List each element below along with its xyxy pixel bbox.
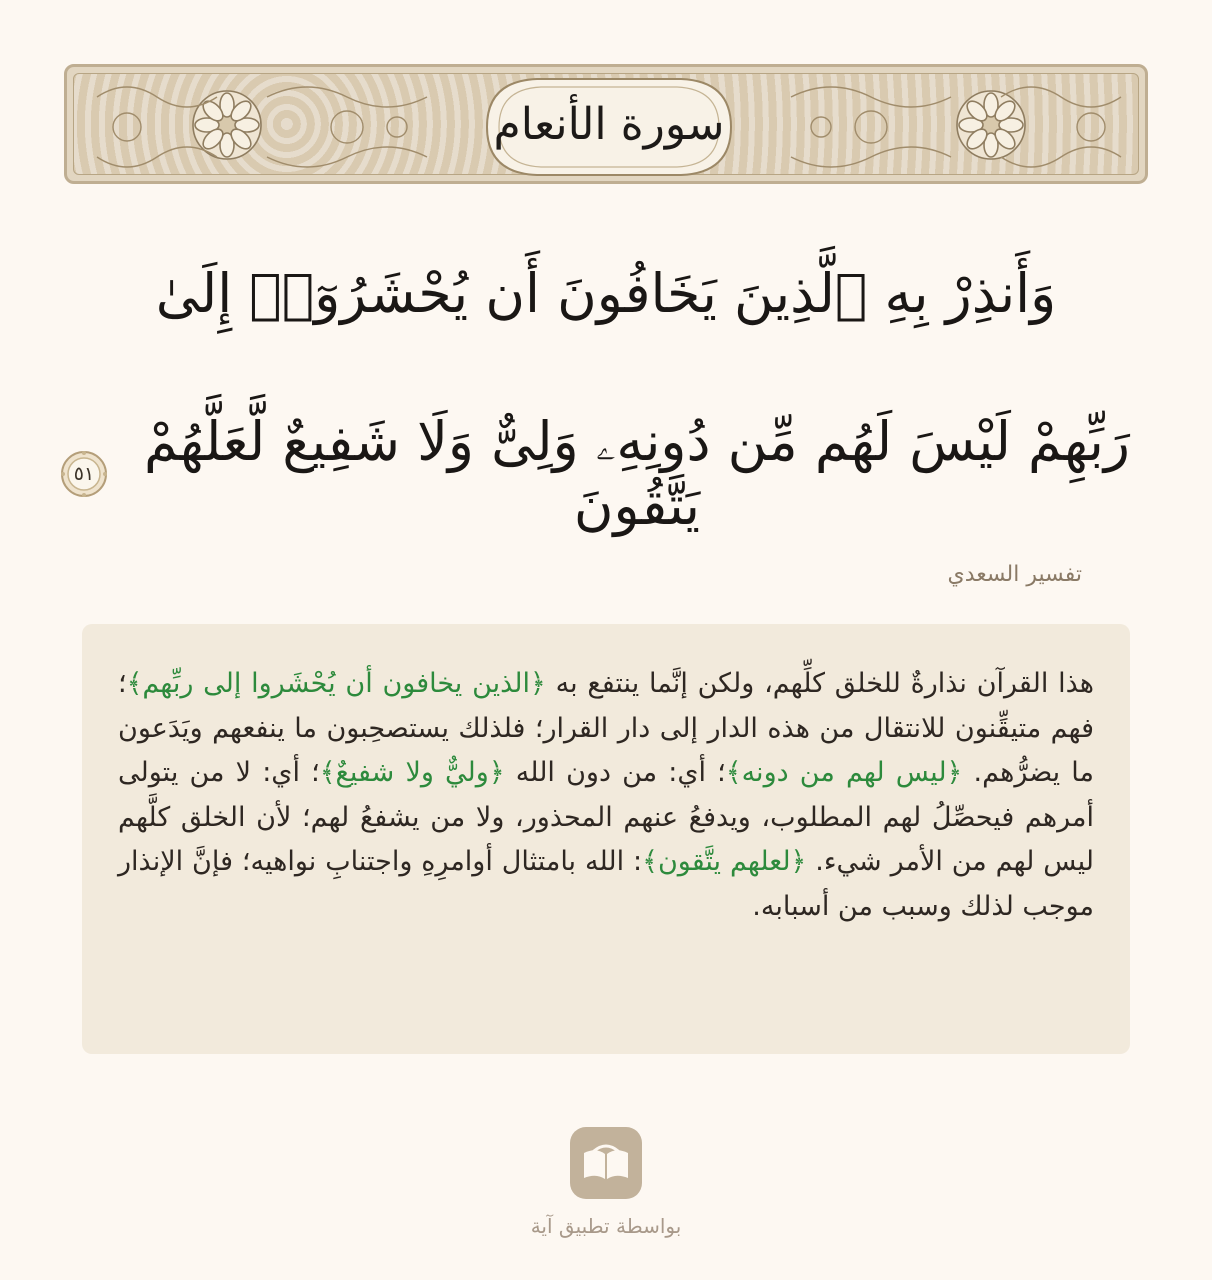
open-book-icon <box>570 1127 642 1199</box>
ayah-number: ٥١ <box>73 462 95 485</box>
surah-title: سورة الأنعام <box>493 98 725 150</box>
quran-quote: ﴿وليٌّ ولا شفيعٌ﴾ <box>319 757 505 788</box>
verse-line-2-container <box>60 410 1152 537</box>
tafsir-segment: ؛ فهم متيقِّنون للانتقال من هذه الدار إلى دار القرار؛ فلذلك يستصحِبون ما ينفعهم ويَدَعون ما يضرُّهم. <box>118 668 1094 788</box>
tafsir-text <box>118 662 1094 929</box>
app-logo[interactable] <box>570 1127 642 1199</box>
surah-cartouche <box>483 73 735 175</box>
tafsir-segment: : الله بامتثال أوامرِهِ واجتنابِ نواهيه؛ فإنَّ الإنذار موجب لذلك وسبب من أسبابه. <box>118 846 1094 922</box>
tafsir-box <box>82 624 1130 1054</box>
tafsir-segment: ؛ أي: من دون الله <box>504 757 726 788</box>
verse-line-1: وَأَنذِرْ بِهِ ٱلَّذِينَ يَخَافُونَ أَن يُحْشَرُوٓا۟ إِلَىٰ <box>155 262 1057 325</box>
quran-quote: ﴿ليس لهم من دونه﴾ <box>725 757 963 788</box>
tafsir-source-label: تفسير السعدي <box>947 562 1082 587</box>
quran-quote: ﴿لعلهم يتَّقون﴾ <box>642 846 807 877</box>
ayah-number-marker <box>60 450 108 498</box>
quran-quote: ﴿الذين يخافون أن يُحْشَروا إلى ربِّهم﴾ <box>126 668 546 699</box>
tafsir-segment: هذا القرآن نذارةٌ للخلق كلِّهم، ولكن إنَّما ينتفع به <box>545 668 1094 699</box>
app-credit: بواسطة تطبيق آية <box>530 1214 682 1238</box>
verse-line-2: رَبِّهِمْ لَيْسَ لَهُم مِّن دُونِهِۦ وَلِىٌّ وَلَا شَفِيعٌ لَّعَلَّهُمْ يَتَّقُونَ <box>143 410 1130 537</box>
surah-header-banner <box>64 64 1148 184</box>
tafsir-segment: ؛ أي: لا من يتولى أمرهم فيحصِّلُ لهم المطلوب، ويدفعُ عنهم المحذور، ولا من يشفعُ لهم؛ لأن الخلق كلَّهم ليس لهم من الأمر شيء. <box>118 757 1095 877</box>
